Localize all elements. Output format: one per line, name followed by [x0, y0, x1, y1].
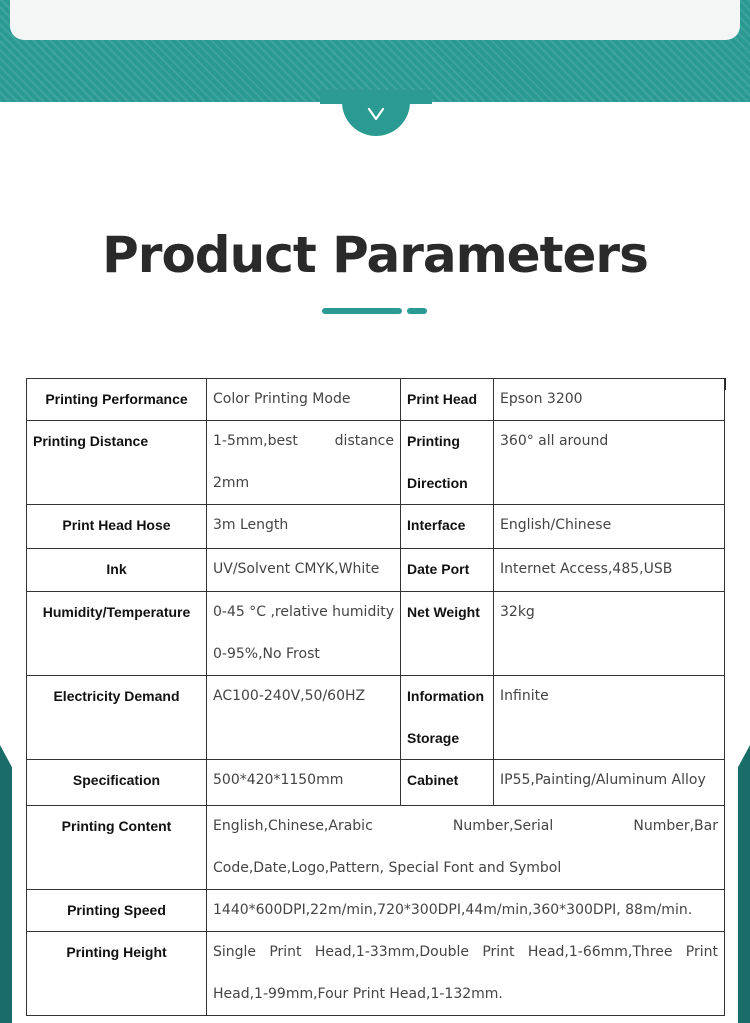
table-row — [27, 890, 725, 932]
param-value — [494, 760, 725, 806]
param-label-text: Printing Height — [66, 944, 167, 960]
param-label-text: Information Storage — [407, 688, 484, 746]
param-value — [207, 549, 401, 592]
param-label — [401, 760, 494, 806]
param-label-text: Printing Performance — [45, 391, 188, 407]
param-label — [27, 379, 207, 421]
table-row — [27, 549, 725, 592]
param-value — [207, 676, 401, 760]
table-row — [27, 421, 725, 505]
param-label-text: Print Head — [407, 391, 478, 407]
param-value-text: AC100-240V,50/60HZ — [213, 688, 366, 704]
param-label — [27, 932, 207, 1016]
table-row — [27, 592, 725, 676]
param-label-text: Specification — [72, 772, 161, 788]
param-value-text: 1-5mm,best distance 2mm — [213, 433, 394, 491]
param-value-text: UV/Solvent CMYK,White — [213, 561, 380, 577]
param-value — [494, 379, 725, 421]
param-label-text: Printing Speed — [67, 902, 166, 918]
param-value-text: English,Chinese,Arabic Number,Serial Number,Bar Code,Date,Logo,Pattern, Special Font and Symbol — [213, 818, 718, 876]
decor-right-edge — [738, 745, 750, 1023]
title-underline-short — [407, 308, 427, 314]
param-value — [207, 379, 401, 421]
param-value-text: English/Chinese — [500, 517, 612, 533]
param-label-text: Date Port — [407, 561, 470, 577]
param-value — [207, 890, 725, 932]
param-label-text: Net Weight — [407, 604, 480, 620]
param-label — [27, 890, 207, 932]
param-label — [401, 592, 494, 676]
param-label — [27, 505, 207, 549]
param-value — [494, 592, 725, 676]
param-value — [494, 549, 725, 592]
param-label — [27, 806, 207, 890]
decor-left-edge — [0, 745, 12, 1023]
param-label-text: Electricity Demand — [53, 688, 180, 704]
param-label — [27, 592, 207, 676]
param-label — [401, 676, 494, 760]
table-row — [27, 379, 725, 421]
param-label-text: Cabinet — [407, 772, 459, 788]
param-value-text: 1440*600DPI,22m/min,720*300DPI,44m/min,360*300DPI, 88m/min. — [213, 902, 693, 918]
param-value-text: 32kg — [500, 604, 535, 620]
param-value-text: Internet Access,485,USB — [500, 561, 673, 577]
table-row — [27, 760, 725, 806]
chevron-down-icon[interactable] — [366, 104, 386, 124]
param-label-text: Printing Direction — [407, 433, 468, 491]
param-label — [401, 549, 494, 592]
top-card — [10, 0, 740, 40]
param-label-text: Ink — [106, 561, 127, 577]
param-label — [27, 421, 207, 505]
param-value-text: 500*420*1150mm — [213, 772, 344, 788]
param-label-text: Print Head Hose — [62, 517, 171, 533]
parameters-table — [26, 378, 725, 1016]
param-value-text: Single Print Head,1-33mm,Double Print Head,1-66mm,Three Print Head,1-99mm,Four Print Head,1-132mm. — [213, 944, 718, 1002]
param-label — [27, 760, 207, 806]
notch-shoulder-right — [408, 90, 432, 104]
param-value — [207, 505, 401, 549]
param-value — [207, 932, 725, 1016]
notch-shoulder-left — [320, 90, 344, 104]
param-value-text: Infinite — [500, 688, 549, 704]
param-label — [401, 421, 494, 505]
param-label-text: Printing Distance — [33, 433, 149, 449]
param-label — [401, 505, 494, 549]
param-label-text: Interface — [407, 517, 466, 533]
param-label — [27, 676, 207, 760]
param-value-text: Color Printing Mode — [213, 391, 351, 407]
param-value — [207, 760, 401, 806]
table-row — [27, 676, 725, 760]
param-value-text: 360° all around — [500, 433, 609, 449]
param-label — [27, 549, 207, 592]
param-value — [494, 505, 725, 549]
table-row — [27, 806, 725, 890]
param-value-text: Epson 3200 — [500, 391, 583, 407]
chevron-down-icon-svg — [366, 104, 386, 124]
table-row — [27, 505, 725, 549]
page-title: Product Parameters — [102, 226, 648, 284]
param-label-text: Humidity/Temperature — [42, 604, 191, 620]
param-label — [401, 379, 494, 421]
param-value-text: 3m Length — [213, 517, 289, 533]
param-label-text: Printing Content — [61, 818, 172, 834]
param-value-text: 0-45 °C ,relative humidity 0-95%,No Frost — [213, 604, 394, 662]
table-row — [27, 932, 725, 1016]
param-value — [207, 806, 725, 890]
param-value — [207, 592, 401, 676]
parameters-table-wrap — [26, 378, 724, 1016]
param-value — [494, 421, 725, 505]
param-value — [494, 676, 725, 760]
param-value-text: IP55,Painting/Aluminum Alloy — [500, 772, 706, 788]
title-underline-long — [322, 308, 402, 314]
param-value — [207, 421, 401, 505]
